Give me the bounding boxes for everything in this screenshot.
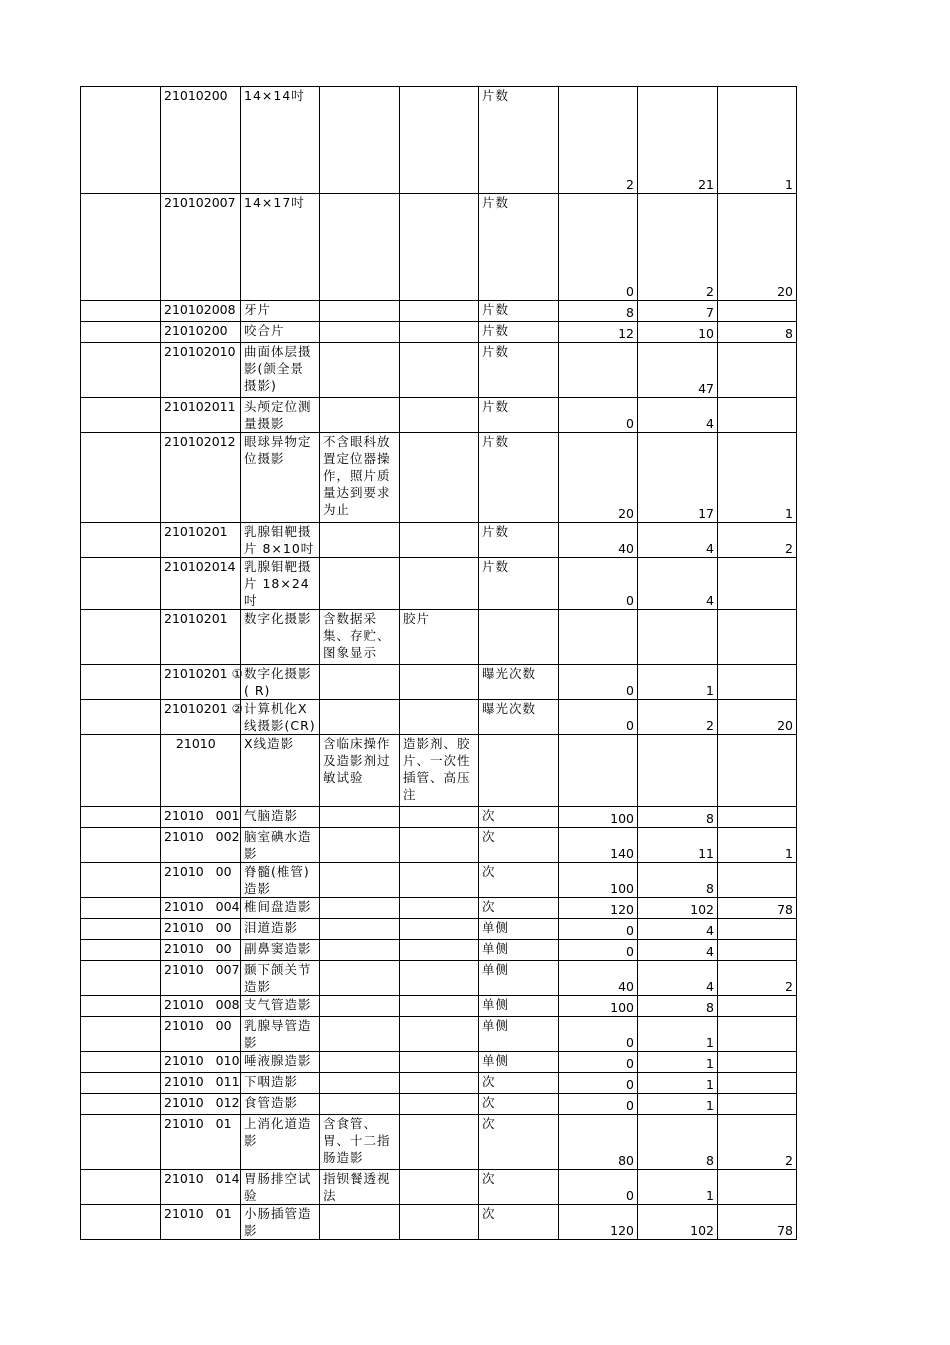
price-cell-2: 17 [638,433,718,523]
table-row [81,898,797,919]
price-cell-1: 8 [559,301,638,322]
price-cell-1: 20 [559,433,638,523]
table-row [81,919,797,940]
price-cell-2: 8 [638,996,718,1017]
unit-cell: 片数 [479,433,559,523]
row-blank-cell [81,1170,161,1205]
price-cell-1: 0 [559,558,638,610]
item-name-cell: 下咽造影 [241,1073,320,1094]
content-cell [320,961,400,996]
excluded-cell [400,1052,479,1073]
price-cell-1 [559,735,638,807]
excluded-cell [400,398,479,433]
table-row [81,1115,797,1170]
unit-cell: 单侧 [479,1017,559,1052]
row-blank-cell [81,523,161,558]
item-name-cell: 牙片 [241,301,320,322]
excluded-cell [400,940,479,961]
content-cell [320,523,400,558]
price-cell-3 [718,1094,797,1115]
price-cell-2: 4 [638,558,718,610]
item-name-cell: 眼球异物定位摄影 [241,433,320,523]
unit-cell: 片数 [479,398,559,433]
price-cell-3: 2 [718,961,797,996]
item-name-cell: 气脑造影 [241,807,320,828]
item-code-cell: 21010200 [161,322,241,343]
unit-cell: 次 [479,807,559,828]
table-row [81,433,797,523]
price-cell-3 [718,1170,797,1205]
price-cell-2: 1 [638,1017,718,1052]
item-code-cell: 21010201 ② [161,700,241,735]
price-cell-3 [718,1052,797,1073]
table-row [81,1094,797,1115]
price-cell-1: 0 [559,1073,638,1094]
item-name-cell: 乳腺钼靶摄片 8×10吋 [241,523,320,558]
unit-cell: 片数 [479,301,559,322]
content-cell: 含食管、胃、十二指肠造影 [320,1115,400,1170]
unit-cell: 次 [479,898,559,919]
price-cell-2: 21 [638,87,718,194]
table-row [81,665,797,700]
price-cell-2: 8 [638,807,718,828]
price-cell-2 [638,610,718,665]
unit-cell [479,610,559,665]
item-code-cell: 21010 [161,735,241,807]
item-code-cell: 210102008 [161,301,241,322]
content-cell [320,807,400,828]
price-cell-1: 120 [559,898,638,919]
table-row [81,558,797,610]
item-code-cell: 21010 01 [161,1115,241,1170]
price-cell-2: 1 [638,1073,718,1094]
item-code-cell: 21010 00 [161,1017,241,1052]
unit-cell: 单侧 [479,996,559,1017]
price-cell-3 [718,996,797,1017]
table-row [81,1017,797,1052]
content-cell [320,1094,400,1115]
price-cell-2: 1 [638,1052,718,1073]
content-cell [320,940,400,961]
price-cell-2: 11 [638,828,718,863]
price-cell-1 [559,343,638,398]
unit-cell: 单侧 [479,961,559,996]
table-row [81,322,797,343]
price-cell-1: 0 [559,700,638,735]
price-cell-3 [718,398,797,433]
item-code-cell: 21010 001 [161,807,241,828]
table-row [81,194,797,301]
excluded-cell [400,807,479,828]
item-name-cell: 食管造影 [241,1094,320,1115]
item-name-cell: 泪道造影 [241,919,320,940]
price-cell-3: 1 [718,828,797,863]
price-cell-1: 100 [559,863,638,898]
item-code-cell: 21010 002 [161,828,241,863]
row-blank-cell [81,343,161,398]
price-cell-3: 2 [718,523,797,558]
content-cell [320,1052,400,1073]
item-code-cell: 21010 004 [161,898,241,919]
price-cell-3 [718,807,797,828]
unit-cell: 次 [479,1073,559,1094]
item-code-cell: 21010 008 [161,996,241,1017]
unit-cell: 次 [479,1205,559,1240]
price-cell-3 [718,940,797,961]
item-name-cell: 唾液腺造影 [241,1052,320,1073]
item-name-cell: 计算机化X线摄影(CR) [241,700,320,735]
item-code-cell: 210102010 [161,343,241,398]
table-row [81,1205,797,1240]
price-cell-1: 100 [559,807,638,828]
price-cell-1: 100 [559,996,638,1017]
price-cell-3 [718,1017,797,1052]
table-row [81,828,797,863]
row-blank-cell [81,433,161,523]
row-blank-cell [81,807,161,828]
row-blank-cell [81,301,161,322]
price-cell-2: 10 [638,322,718,343]
excluded-cell [400,194,479,301]
table-row [81,863,797,898]
unit-cell: 次 [479,1094,559,1115]
price-cell-2: 4 [638,961,718,996]
price-cell-1: 120 [559,1205,638,1240]
item-name-cell: 数字化摄影 [241,610,320,665]
content-cell [320,898,400,919]
price-cell-2: 102 [638,1205,718,1240]
price-cell-1: 140 [559,828,638,863]
price-cell-1: 0 [559,940,638,961]
content-cell [320,996,400,1017]
table-row [81,87,797,194]
item-code-cell: 21010 007 [161,961,241,996]
excluded-cell: 造影剂、胶片、一次性插管、高压注 [400,735,479,807]
unit-cell: 次 [479,863,559,898]
price-cell-1 [559,610,638,665]
price-cell-3 [718,919,797,940]
item-name-cell: 胃肠排空试验 [241,1170,320,1205]
table-row [81,301,797,322]
price-cell-2: 4 [638,940,718,961]
price-cell-2: 8 [638,863,718,898]
excluded-cell: 胶片 [400,610,479,665]
price-cell-1: 0 [559,1052,638,1073]
table-row [81,940,797,961]
item-code-cell: 21010 010 [161,1052,241,1073]
content-cell [320,919,400,940]
row-blank-cell [81,610,161,665]
row-blank-cell [81,398,161,433]
excluded-cell [400,87,479,194]
item-name-cell: 头颅定位测量摄影 [241,398,320,433]
unit-cell: 片数 [479,343,559,398]
excluded-cell [400,898,479,919]
item-name-cell: 副鼻窦造影 [241,940,320,961]
content-cell [320,398,400,433]
row-blank-cell [81,87,161,194]
excluded-cell [400,1170,479,1205]
table-row [81,398,797,433]
price-cell-1: 0 [559,194,638,301]
price-cell-3 [718,735,797,807]
table-row [81,1073,797,1094]
table-row [81,735,797,807]
content-cell: 含数据采集、存贮、图象显示 [320,610,400,665]
price-cell-1: 80 [559,1115,638,1170]
row-blank-cell [81,1017,161,1052]
price-cell-1: 40 [559,523,638,558]
price-cell-2: 2 [638,194,718,301]
row-blank-cell [81,996,161,1017]
content-cell [320,1017,400,1052]
price-cell-2: 4 [638,919,718,940]
row-blank-cell [81,863,161,898]
row-blank-cell [81,558,161,610]
unit-cell: 片数 [479,558,559,610]
row-blank-cell [81,898,161,919]
price-cell-2 [638,735,718,807]
price-cell-1: 0 [559,919,638,940]
table-row [81,610,797,665]
row-blank-cell [81,665,161,700]
price-cell-2: 102 [638,898,718,919]
unit-cell: 曝光次数 [479,700,559,735]
price-cell-3 [718,665,797,700]
item-code-cell: 21010201 ① [161,665,241,700]
item-code-cell: 21010 011 [161,1073,241,1094]
content-cell: 含临床操作及造影剂过敏试验 [320,735,400,807]
table-row [81,343,797,398]
unit-cell: 片数 [479,523,559,558]
item-name-cell: 数字化摄影( R) [241,665,320,700]
excluded-cell [400,1115,479,1170]
item-name-cell: 14×17吋 [241,194,320,301]
item-code-cell: 21010 01 [161,1205,241,1240]
excluded-cell [400,700,479,735]
excluded-cell [400,996,479,1017]
unit-cell: 单侧 [479,940,559,961]
unit-cell: 次 [479,828,559,863]
item-code-cell: 21010 014 [161,1170,241,1205]
unit-cell: 片数 [479,87,559,194]
price-cell-3 [718,863,797,898]
excluded-cell [400,1094,479,1115]
excluded-cell [400,961,479,996]
item-code-cell: 21010 00 [161,940,241,961]
price-table [80,86,797,1240]
item-name-cell: 脊髓(椎管)造影 [241,863,320,898]
price-cell-3: 78 [718,1205,797,1240]
excluded-cell [400,828,479,863]
excluded-cell [400,433,479,523]
item-name-cell: 乳腺导管造影 [241,1017,320,1052]
excluded-cell [400,665,479,700]
content-cell [320,828,400,863]
item-code-cell: 210102011 [161,398,241,433]
row-blank-cell [81,919,161,940]
unit-cell: 单侧 [479,919,559,940]
item-name-cell: 脑室碘水造影 [241,828,320,863]
price-cell-1: 2 [559,87,638,194]
item-code-cell: 21010 012 [161,1094,241,1115]
table-row [81,700,797,735]
table-row [81,523,797,558]
content-cell [320,558,400,610]
row-blank-cell [81,1205,161,1240]
price-cell-1: 0 [559,1094,638,1115]
price-cell-3: 1 [718,433,797,523]
row-blank-cell [81,828,161,863]
item-code-cell: 21010 00 [161,919,241,940]
price-cell-1: 0 [559,1170,638,1205]
content-cell [320,322,400,343]
content-cell: 指钡餐透视法 [320,1170,400,1205]
excluded-cell [400,1073,479,1094]
row-blank-cell [81,194,161,301]
row-blank-cell [81,700,161,735]
row-blank-cell [81,735,161,807]
item-code-cell: 21010201 [161,523,241,558]
price-cell-1: 40 [559,961,638,996]
unit-cell: 片数 [479,322,559,343]
price-cell-2: 2 [638,700,718,735]
price-cell-2: 1 [638,1094,718,1115]
item-code-cell: 21010201 [161,610,241,665]
price-cell-2: 47 [638,343,718,398]
price-cell-3: 2 [718,1115,797,1170]
price-cell-3 [718,301,797,322]
table-row [81,1170,797,1205]
unit-cell: 次 [479,1170,559,1205]
price-cell-2: 4 [638,523,718,558]
price-cell-2: 1 [638,1170,718,1205]
price-cell-1: 0 [559,398,638,433]
item-name-cell: 小肠插管造影 [241,1205,320,1240]
excluded-cell [400,343,479,398]
price-cell-3: 20 [718,194,797,301]
price-cell-2: 8 [638,1115,718,1170]
unit-cell [479,735,559,807]
excluded-cell [400,1017,479,1052]
item-name-cell: 曲面体层摄影(颌全景摄影) [241,343,320,398]
unit-cell: 单侧 [479,1052,559,1073]
excluded-cell [400,301,479,322]
price-cell-2: 1 [638,665,718,700]
item-name-cell: 咬合片 [241,322,320,343]
table-row [81,807,797,828]
row-blank-cell [81,961,161,996]
excluded-cell [400,863,479,898]
unit-cell: 片数 [479,194,559,301]
item-name-cell: 颞下颌关节造影 [241,961,320,996]
row-blank-cell [81,1094,161,1115]
price-cell-2: 7 [638,301,718,322]
row-blank-cell [81,322,161,343]
content-cell [320,87,400,194]
row-blank-cell [81,1073,161,1094]
price-cell-1: 0 [559,665,638,700]
item-code-cell: 21010200 [161,87,241,194]
price-cell-3: 1 [718,87,797,194]
excluded-cell [400,1205,479,1240]
content-cell [320,1073,400,1094]
content-cell [320,301,400,322]
item-name-cell: 14×14吋 [241,87,320,194]
price-cell-1: 0 [559,1017,638,1052]
price-cell-3 [718,343,797,398]
table-row [81,961,797,996]
content-cell [320,863,400,898]
excluded-cell [400,558,479,610]
price-cell-3 [718,558,797,610]
item-name-cell: X线造影 [241,735,320,807]
unit-cell: 曝光次数 [479,665,559,700]
content-cell [320,343,400,398]
item-name-cell: 乳腺钼靶摄片 18×24吋 [241,558,320,610]
excluded-cell [400,322,479,343]
price-cell-3: 78 [718,898,797,919]
item-code-cell: 21010 00 [161,863,241,898]
item-code-cell: 210102014 [161,558,241,610]
price-cell-3: 20 [718,700,797,735]
item-name-cell: 支气管造影 [241,996,320,1017]
excluded-cell [400,523,479,558]
unit-cell: 次 [479,1115,559,1170]
item-code-cell: 210102012 [161,433,241,523]
item-code-cell: 210102007 [161,194,241,301]
item-name-cell: 上消化道造影 [241,1115,320,1170]
content-cell [320,1205,400,1240]
content-cell [320,700,400,735]
row-blank-cell [81,1115,161,1170]
excluded-cell [400,919,479,940]
price-cell-3 [718,610,797,665]
content-cell [320,194,400,301]
row-blank-cell [81,940,161,961]
table-row [81,1052,797,1073]
price-cell-3: 8 [718,322,797,343]
content-cell: 不含眼科放置定位器操作，照片质量达到要求为止 [320,433,400,523]
table-row [81,996,797,1017]
item-name-cell: 椎间盘造影 [241,898,320,919]
price-cell-1: 12 [559,322,638,343]
price-cell-3 [718,1073,797,1094]
price-cell-2: 4 [638,398,718,433]
content-cell [320,665,400,700]
row-blank-cell [81,1052,161,1073]
